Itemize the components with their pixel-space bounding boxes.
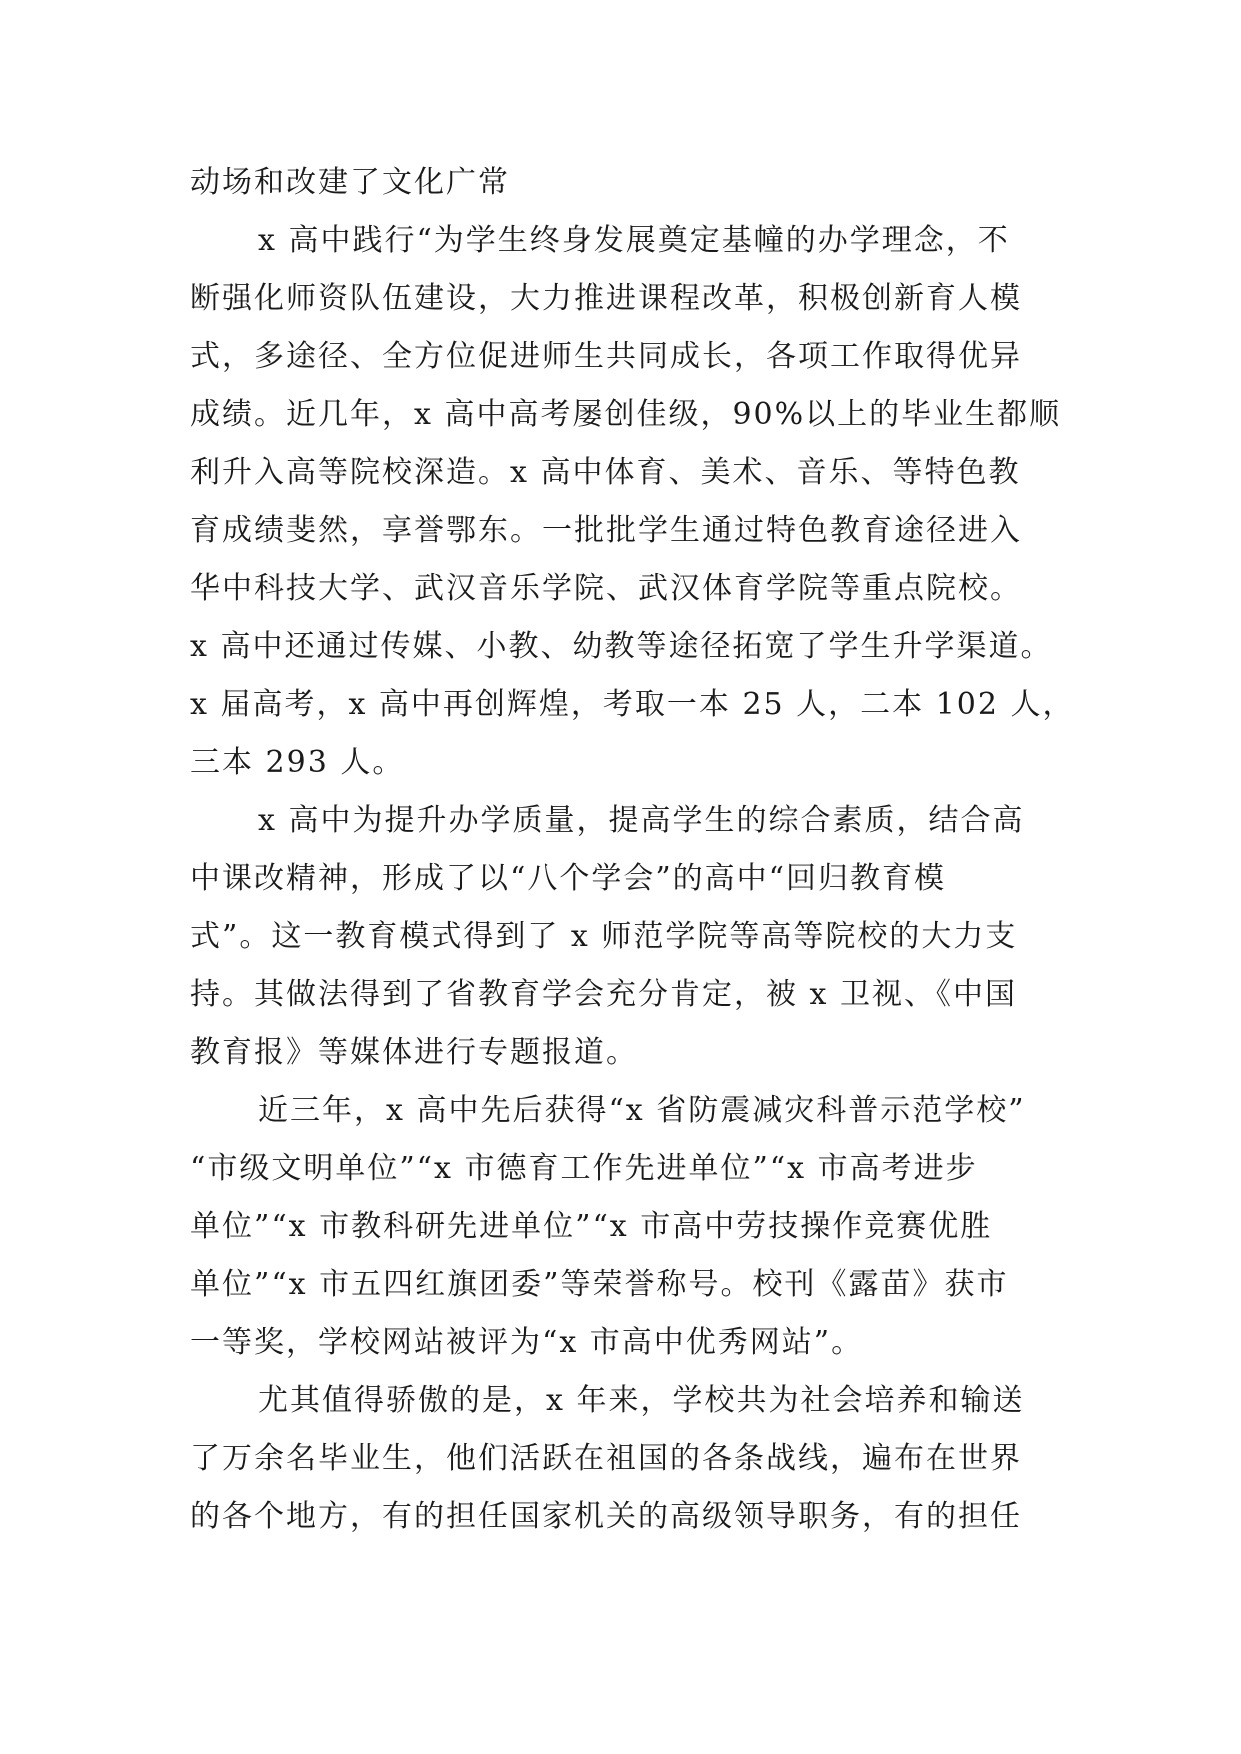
text-line: 了万余名毕业生，他们活跃在祖国的各条战线，遍布在世界 <box>190 1441 1022 1476</box>
text-line: 近三年，x 高中先后获得“x 省防震减灾科普示范学校” <box>258 1093 1026 1128</box>
text-line: 动场和改建了文化广常 <box>190 165 510 200</box>
document-body <box>190 162 1075 1554</box>
text-line: 育成绩斐然，享誉鄂东。一批批学生通过特色教育途径进入 <box>190 513 1022 548</box>
text-line: x 高中还通过传媒、小教、幼教等途径拓宽了学生升学渠道。 <box>190 629 1053 664</box>
text-line: 单位”“x 市教科研先进单位”“x 市高中劳技操作竞赛优胜 <box>190 1209 993 1244</box>
text-line: x 高中为提升办学质量，提高学生的综合素质，结合高 <box>258 803 1025 838</box>
text-line: “市级文明单位”“x 市德育工作先进单位”“x 市高考进步 <box>190 1151 978 1186</box>
paragraph <box>190 800 1070 1073</box>
paragraph <box>190 220 1075 783</box>
paragraph <box>190 162 1070 203</box>
text-line: 单位”“x 市五四红旗团委”等荣誉称号。校刊《露苗》获市 <box>190 1267 1009 1302</box>
text-line: 利升入高等院校深造。x 高中体育、美术、音乐、等特色教 <box>190 455 1021 490</box>
text-line: 成绩。近几年，x 高中高考屡创佳级，90%以上的毕业生都顺 <box>190 397 1062 432</box>
text-line: 的各个地方，有的担任国家机关的高级领导职务，有的担任 <box>190 1499 1022 1534</box>
text-line: 教育报》等媒体进行专题报道。 <box>190 1035 638 1070</box>
text-line: 华中科技大学、武汉音乐学院、武汉体育学院等重点院校。 <box>190 571 1022 606</box>
text-line: 断强化师资队伍建设，大力推进课程改革，积极创新育人模 <box>190 281 1022 316</box>
text-line: 式”。这一教育模式得到了 x 师范学院等高等院校的大力支 <box>190 919 1018 954</box>
paragraph <box>190 1090 1070 1363</box>
text-line: x 届高考，x 高中再创辉煌，考取一本 25 人，二本 102 人， <box>190 687 1075 722</box>
text-line: 持。其做法得到了省教育学会充分肯定，被 x 卫视、《中国 <box>190 977 1017 1012</box>
text-line: 中课改精神，形成了以“八个学会”的高中“回归教育模 <box>190 861 947 896</box>
text-line: 式，多途径、全方位促进师生共同成长，各项工作取得优异 <box>190 339 1022 374</box>
text-line: 一等奖，学校网站被评为“x 市高中优秀网站”。 <box>190 1325 864 1360</box>
paragraph <box>190 1380 1070 1537</box>
text-line: x 高中践行“为学生终身发展奠定基幢的办学理念，不 <box>258 223 1010 258</box>
text-line: 三本 293 人。 <box>190 745 405 780</box>
text-line: 尤其值得骄傲的是，x 年来，学校共为社会培养和输送 <box>258 1383 1025 1418</box>
